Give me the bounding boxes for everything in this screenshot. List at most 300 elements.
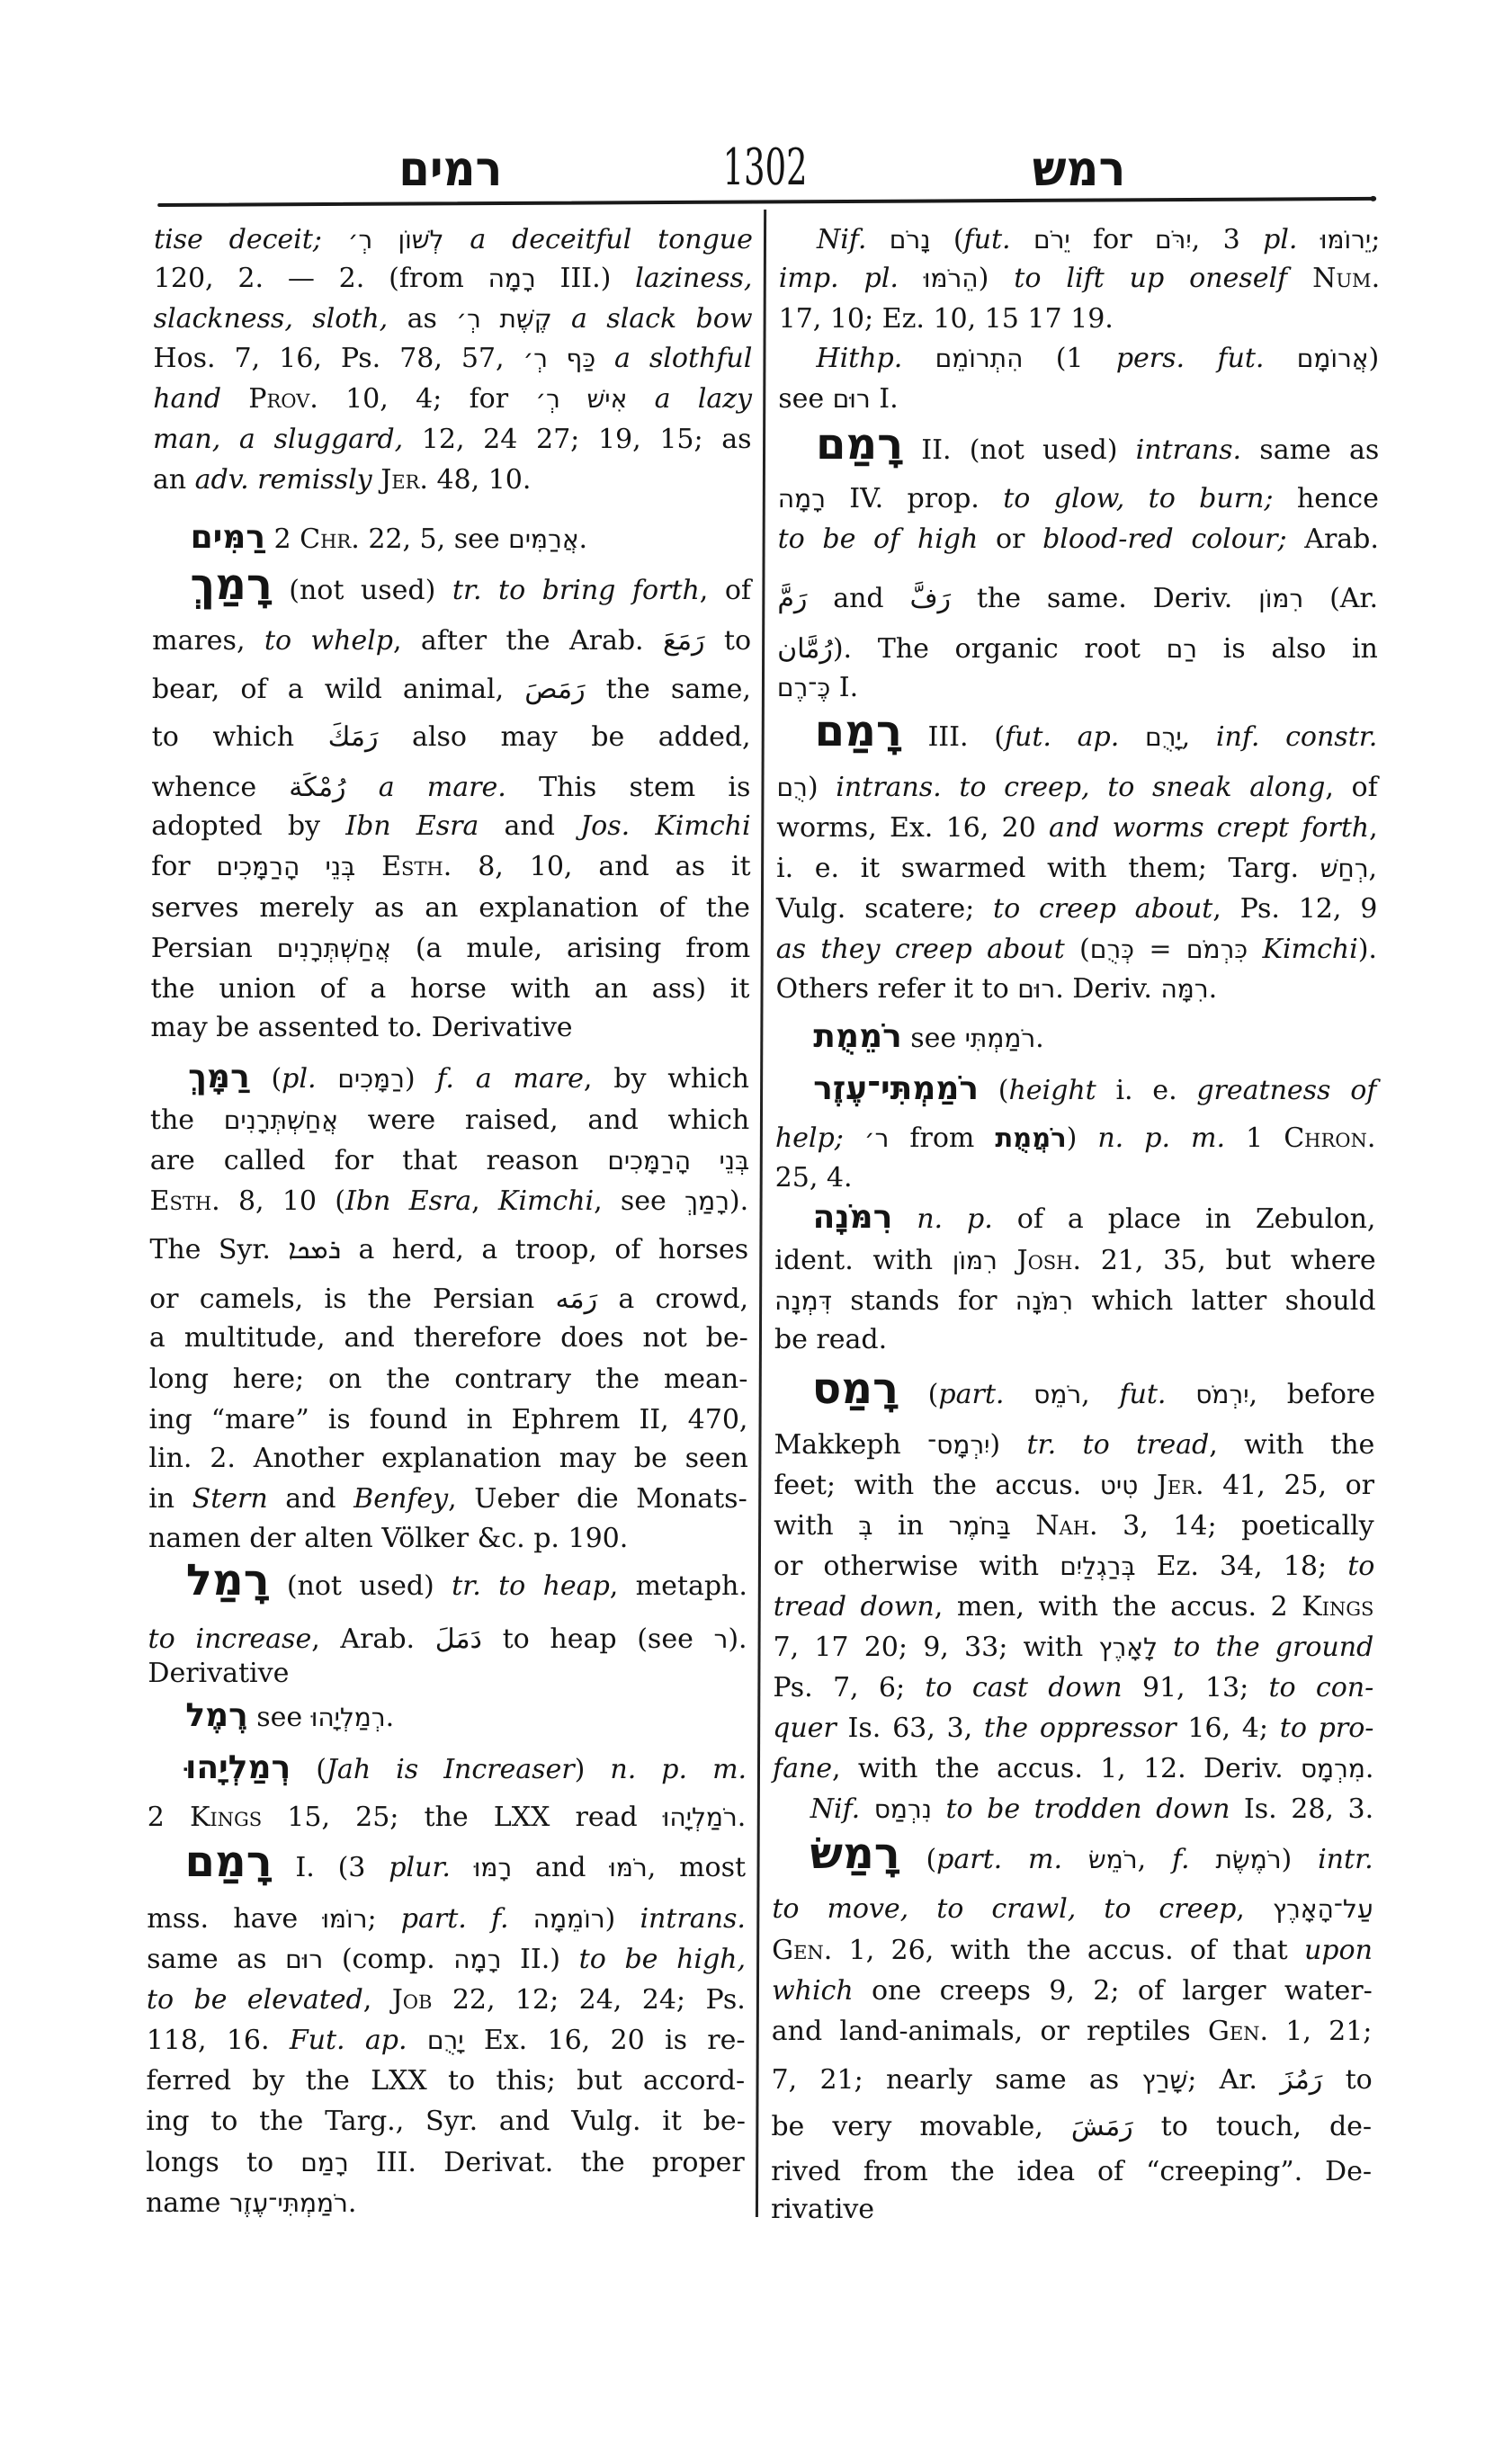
text-run: Vulg. scatere; xyxy=(775,893,994,925)
hebrew-word: דִּמְנָה xyxy=(774,1286,833,1316)
text-run: a crowd, xyxy=(597,1283,749,1315)
italic-run: height xyxy=(1008,1075,1096,1106)
line-content xyxy=(152,670,751,710)
hebrew-word: רוֹמּוּ xyxy=(322,1904,368,1934)
text-run xyxy=(1190,1844,1216,1875)
text-run: 12, 24 27; 19, 15; as xyxy=(403,424,752,455)
hebrew-word: יִרְמָס־ xyxy=(927,1430,990,1460)
italic-run: laziness, xyxy=(635,263,753,294)
text-line xyxy=(772,2012,1373,2052)
text-line xyxy=(149,1280,748,1319)
italic-run: to pro- xyxy=(1279,1712,1374,1744)
text-line xyxy=(150,1141,749,1181)
hebrew-word: רֹמַלְיָהוּ xyxy=(662,1802,738,1832)
italic-run: f. xyxy=(1171,1844,1190,1875)
text-run: or camels, is the Persian xyxy=(149,1283,556,1315)
hebrew-word: מִרְמָס xyxy=(1300,1754,1365,1784)
hebrew-root-headword: רָמַשׂ xyxy=(810,1829,900,1879)
small-caps-ref: Prov. xyxy=(248,383,318,415)
italic-run: to be of high xyxy=(777,523,979,555)
italic-run: n. p. m. xyxy=(1097,1122,1226,1154)
text-run xyxy=(407,2025,426,2056)
italic-run: imp. pl. xyxy=(778,263,899,294)
text-run: ferred by the LXX to this; but accord- xyxy=(146,2065,746,2097)
text-run: bear, of a wild animal, xyxy=(151,674,525,705)
hebrew-word: רָמָה xyxy=(488,264,536,293)
hebrew-word: יִרֹּם xyxy=(1154,225,1192,255)
text-line xyxy=(151,807,750,846)
text-run xyxy=(1264,343,1296,374)
text-run: lin. 2. Another explanation may be seen xyxy=(148,1443,748,1474)
text-run: Persian xyxy=(150,933,277,964)
hebrew-word: רְמַלְיָהוּ xyxy=(310,1703,386,1732)
small-caps-ref: Gen. xyxy=(1207,2016,1269,2047)
italic-run: to the ground xyxy=(1173,1632,1374,1663)
italic-run: Jah is Increaser xyxy=(326,1754,575,1785)
text-run: ( xyxy=(249,1063,282,1095)
italic-run: Benfey xyxy=(353,1483,449,1515)
small-caps-ref: Esth. xyxy=(149,1185,220,1217)
text-run: also may be added, xyxy=(378,721,751,753)
italic-run: intr. xyxy=(1318,1844,1373,1875)
text-run xyxy=(1011,1510,1036,1542)
text-run xyxy=(1119,721,1145,753)
hebrew-word: יָרֻם xyxy=(426,2025,464,2055)
text-run: for xyxy=(151,851,217,882)
small-caps-ref: Josh. xyxy=(1016,1245,1082,1276)
text-run: the union of a horse with an ass) it xyxy=(150,973,750,1005)
text-run: or xyxy=(978,523,1043,555)
text-run: and xyxy=(479,810,581,842)
text-run: ). The organic root xyxy=(832,633,1167,665)
arabic-word: رُمْكَة xyxy=(289,772,346,803)
small-caps-ref: Nah. xyxy=(1035,1510,1098,1542)
arabic-word: رَمُزَ xyxy=(1280,2064,1323,2096)
line-content xyxy=(191,520,588,559)
text-run: ( xyxy=(291,1754,327,1785)
italic-run: to xyxy=(1347,1551,1375,1582)
italic-run: to be high, xyxy=(578,1944,747,1975)
italic-run: a slack bow xyxy=(570,303,753,335)
hebrew-root-headword: רָמַם xyxy=(814,706,902,756)
guide-word-left-text: רמים xyxy=(398,140,504,197)
italic-run: to increase xyxy=(148,1623,312,1655)
line-content xyxy=(154,259,753,299)
text-run: see xyxy=(901,1023,965,1054)
hebrew-word: יֵרוֹמּוּ xyxy=(1320,225,1372,255)
text-line xyxy=(813,1071,1376,1111)
text-run xyxy=(932,1793,946,1825)
text-line xyxy=(188,1060,749,1099)
text-run: 8, 10, and as it xyxy=(452,851,751,882)
line-content xyxy=(151,847,751,887)
line-content xyxy=(772,1972,1373,2011)
text-run: ) xyxy=(807,772,837,803)
line-content xyxy=(771,2107,1372,2147)
hebrew-entry-headword: רִמֹּנָה xyxy=(812,1199,893,1236)
page-number-text: 1302 xyxy=(722,139,808,197)
hebrew-word: שָׁרַץ xyxy=(1141,2065,1188,2095)
text-line xyxy=(816,339,1379,379)
text-line xyxy=(810,1790,1373,1829)
line-content xyxy=(148,1439,748,1479)
text-line xyxy=(776,930,1377,970)
italic-run: upon xyxy=(1303,1935,1373,1966)
italic-run: Hithp. xyxy=(816,343,903,374)
text-run xyxy=(1158,1632,1173,1663)
text-run: see xyxy=(778,383,833,415)
italic-run: pl. xyxy=(282,1063,317,1095)
text-line xyxy=(773,1749,1373,1789)
text-line xyxy=(810,1829,1373,1880)
text-run: , xyxy=(471,1185,499,1217)
text-run: were raised, and which xyxy=(337,1104,750,1136)
text-run: to touch, de- xyxy=(1132,2111,1373,2142)
small-caps-ref: Job xyxy=(391,1984,433,2016)
text-run: , xyxy=(1369,812,1378,844)
text-line xyxy=(774,1282,1375,1321)
text-run: I. xyxy=(870,383,899,415)
line-content xyxy=(148,1480,747,1519)
text-run: mares, xyxy=(152,625,265,657)
text-run: Derivative xyxy=(148,1658,290,1689)
italic-run: to be trodden down xyxy=(945,1793,1230,1825)
text-line xyxy=(774,1547,1374,1587)
line-content xyxy=(150,1141,750,1181)
text-line xyxy=(150,970,749,1009)
text-run: , xyxy=(1181,721,1217,753)
text-run: , men, with the accus. 2 xyxy=(934,1591,1302,1623)
hebrew-word: כֶּ־רֶם xyxy=(776,673,831,702)
text-run: (not used) xyxy=(272,575,452,606)
line-content xyxy=(817,220,1381,260)
text-run: Hos. 7, 16, Ps. 78, 57, xyxy=(153,343,523,374)
text-run: 17, 10; Ez. 10, 15 17 19. xyxy=(778,303,1114,335)
text-run xyxy=(1138,1470,1157,1501)
text-line xyxy=(774,1507,1374,1546)
text-run: . xyxy=(385,1702,395,1733)
text-run: 1 xyxy=(1224,1122,1284,1154)
line-content xyxy=(777,579,1378,619)
text-run: 22, 5, see xyxy=(359,523,509,555)
italic-run: fut. xyxy=(963,224,1011,255)
text-run: ) xyxy=(1281,1844,1319,1875)
italic-run: which xyxy=(771,1975,854,2007)
text-run: 91, 13; xyxy=(1122,1672,1269,1703)
hebrew-word: ר xyxy=(713,1624,729,1654)
italic-run: blood-red colour; xyxy=(1042,523,1287,555)
italic-run: pl. xyxy=(1263,224,1298,255)
text-run: stands for xyxy=(831,1285,1015,1317)
text-line xyxy=(152,670,751,710)
text-run: ). xyxy=(728,1623,747,1655)
text-run: for xyxy=(1069,224,1156,255)
text-line xyxy=(772,1931,1373,1971)
italic-run: intrans. to creep, to sneak along xyxy=(836,772,1326,803)
hebrew-entry-headword: רֹמַמְתִּי־עֶזֶר xyxy=(813,1070,980,1107)
hebrew-root-headword: רָמַם xyxy=(184,1837,273,1887)
text-run: = xyxy=(1133,934,1187,965)
italic-run: part. f. xyxy=(400,1903,509,1935)
text-run: the xyxy=(149,1104,224,1136)
text-line xyxy=(154,259,753,299)
hebrew-entry-headword: רֹמֵמֻת xyxy=(813,1018,902,1055)
italic-run: slackness, sloth, xyxy=(153,303,407,335)
text-run xyxy=(892,1203,917,1235)
line-content xyxy=(774,1507,1374,1546)
text-line xyxy=(779,300,1380,339)
text-line xyxy=(148,1480,747,1519)
line-content xyxy=(775,1158,853,1198)
text-line xyxy=(771,2190,1372,2230)
text-run xyxy=(860,1793,874,1825)
text-run: to which xyxy=(151,721,328,753)
hebrew-entry-headword: רַמָּךְ xyxy=(188,1059,250,1095)
italic-run: tr. to tread xyxy=(1026,1429,1210,1461)
hebrew-word: רֹמֵשׂ xyxy=(1087,1845,1138,1874)
text-line xyxy=(774,1466,1374,1506)
line-content xyxy=(771,2152,1372,2192)
italic-run: hand xyxy=(153,383,249,415)
text-run: . xyxy=(1364,1753,1374,1784)
text-run: Is. 28, 3. xyxy=(1230,1793,1374,1825)
text-run: 2 xyxy=(264,523,300,555)
text-run: 1, 26, with the accus. of that xyxy=(832,1935,1305,1966)
text-run xyxy=(627,383,654,415)
italic-run: fane xyxy=(772,1753,833,1784)
italic-run: Stern xyxy=(192,1483,268,1515)
text-line xyxy=(776,809,1377,848)
text-line xyxy=(152,621,751,661)
text-run: ). xyxy=(1357,934,1378,965)
text-run xyxy=(1062,1844,1088,1875)
line-content xyxy=(773,1628,1373,1668)
italic-run: part. m. xyxy=(936,1844,1063,1875)
text-run: . Deriv. xyxy=(1055,973,1161,1005)
line-content xyxy=(775,1119,1376,1158)
line-content xyxy=(812,1200,1375,1239)
text-run: hence xyxy=(1273,483,1379,514)
line-content xyxy=(149,1319,748,1358)
text-run: ident. with xyxy=(774,1245,953,1276)
italic-run: to glow, to burn; xyxy=(1003,483,1274,514)
line-content xyxy=(146,2102,746,2142)
italic-run: Ibn Esra xyxy=(344,1185,472,1217)
text-line xyxy=(146,2102,745,2142)
italic-run: Kimchi xyxy=(1262,934,1358,965)
hebrew-word: יִרְמֹס xyxy=(1195,1380,1249,1409)
text-line xyxy=(154,300,753,339)
line-content xyxy=(772,1890,1373,1929)
line-content xyxy=(153,420,752,460)
text-line xyxy=(774,1426,1374,1465)
hebrew-word: רָמָה xyxy=(777,484,827,514)
line-content xyxy=(151,889,750,928)
text-run: longs to xyxy=(146,2147,301,2178)
line-content xyxy=(151,768,750,808)
line-content xyxy=(153,380,752,419)
hebrew-word: אֲחַשְׁתְּרָנִים xyxy=(223,1105,339,1135)
hebrew-word-bold: רֹמֲמֻת xyxy=(995,1122,1067,1153)
line-content xyxy=(813,1071,1376,1111)
hebrew-word: בְּ xyxy=(858,1511,873,1541)
text-run: II. (not used) xyxy=(903,434,1136,466)
italic-run: to con- xyxy=(1268,1672,1374,1703)
text-line xyxy=(146,2061,745,2101)
text-run: , after the Arab. xyxy=(392,625,664,657)
text-run: and xyxy=(807,583,910,614)
text-line xyxy=(776,768,1377,808)
line-content xyxy=(776,930,1377,970)
line-content xyxy=(779,259,1381,299)
text-run: which latter should xyxy=(1073,1285,1376,1317)
line-content xyxy=(148,1798,747,1838)
text-run: III. ( xyxy=(901,721,1006,753)
small-caps-ref: Kings xyxy=(1302,1591,1374,1623)
text-line xyxy=(153,380,752,419)
text-run: name xyxy=(145,2187,230,2219)
italic-run: a mare. xyxy=(378,772,506,803)
hebrew-word: רֹמַמְתִּי xyxy=(964,1024,1036,1053)
italic-run: intrans. xyxy=(1135,434,1242,466)
text-line xyxy=(190,559,752,611)
line-content xyxy=(778,479,1379,519)
text-run: , Ueber die Monats- xyxy=(448,1483,747,1515)
hebrew-word: אִישׁ רְ׳ xyxy=(535,384,628,414)
italic-run: Kimchi xyxy=(497,1185,595,1217)
text-run: ) xyxy=(404,1063,437,1095)
guide-word-right-text: רמש xyxy=(1032,140,1126,197)
line-content xyxy=(777,630,1378,669)
text-run: (not used) xyxy=(269,1570,452,1602)
line-content xyxy=(188,1060,749,1099)
text-line xyxy=(773,1668,1373,1708)
text-line xyxy=(146,2184,745,2223)
arabic-word: رَفَّ xyxy=(909,583,952,614)
line-content xyxy=(810,1829,1373,1880)
text-line xyxy=(775,1119,1376,1158)
text-line xyxy=(148,1439,747,1479)
hebrew-entry-headword: רֶמֶל xyxy=(185,1697,248,1734)
line-content xyxy=(772,2012,1373,2052)
text-line xyxy=(771,2107,1372,2147)
text-run: This stem is xyxy=(505,772,751,803)
italic-run: Ibn Esra xyxy=(345,810,479,842)
text-run: to xyxy=(704,625,752,657)
italic-run: fut. ap. xyxy=(1004,721,1120,753)
text-line xyxy=(817,220,1380,260)
text-line xyxy=(152,718,751,757)
line-content xyxy=(777,668,858,708)
text-run: IV. prop. xyxy=(825,483,1004,514)
hebrew-word: כַּף רְ׳ xyxy=(523,344,596,373)
text-line xyxy=(185,1698,747,1738)
hebrew-word: רַם xyxy=(1166,634,1198,664)
text-run: namen der alten Völker &c. p. 190. xyxy=(148,1523,629,1554)
text-run: 120, 2. — 2. (from xyxy=(153,263,488,294)
line-content xyxy=(774,1587,1374,1627)
text-run: ; Ar. xyxy=(1187,2064,1281,2096)
text-run: 8, 10 ( xyxy=(219,1185,346,1217)
line-content xyxy=(772,1931,1373,1971)
hebrew-word: רֹמּוּ xyxy=(609,1853,648,1882)
text-line xyxy=(812,1200,1375,1239)
arabic-word: رُمَّان xyxy=(777,633,833,665)
line-content xyxy=(152,621,751,661)
hebrew-root-headword: רָמַם xyxy=(815,419,904,469)
hebrew-word: רֻם xyxy=(776,773,808,802)
line-content xyxy=(149,1280,748,1319)
text-run: . xyxy=(578,523,588,555)
text-run: , xyxy=(1081,1379,1120,1410)
hebrew-word: ר׳ xyxy=(863,1123,890,1153)
text-run: are called for that reason xyxy=(149,1145,608,1176)
hebrew-word: אֲרַמִּים xyxy=(508,524,579,554)
line-content xyxy=(816,339,1379,379)
text-run: 7, 17 20; 9, 33; with xyxy=(773,1632,1099,1663)
line-content xyxy=(146,2061,745,2101)
text-run: to heap (see xyxy=(481,1623,714,1655)
hebrew-word: לָאָרֶץ xyxy=(1098,1632,1159,1662)
italic-run: man, a sluggard, xyxy=(153,424,404,455)
text-run: ing to the Targ., Syr. and Vulg. it be- xyxy=(146,2106,746,2137)
line-content xyxy=(776,849,1377,889)
line-content xyxy=(147,1981,746,2020)
italic-run: tread down xyxy=(773,1591,935,1623)
text-run xyxy=(902,343,935,374)
text-run xyxy=(372,464,381,496)
text-run: 118, 16. xyxy=(146,2025,290,2056)
text-run: ) xyxy=(574,1754,611,1785)
hebrew-word: קֶשֶׁת רְ׳ xyxy=(456,304,552,334)
text-line xyxy=(149,1400,748,1440)
text-run: see xyxy=(247,1702,311,1733)
italic-run: adv. remissly xyxy=(194,464,372,496)
text-run: the same, xyxy=(585,674,752,705)
line-content xyxy=(774,1426,1374,1465)
italic-run: greatness of xyxy=(1196,1075,1377,1106)
line-content xyxy=(774,1547,1375,1587)
text-line xyxy=(811,1364,1376,1415)
text-run xyxy=(1166,1379,1195,1410)
text-run: whence xyxy=(151,772,290,803)
text-line xyxy=(151,847,750,887)
italic-run: n. p. m. xyxy=(610,1754,747,1785)
column-divider xyxy=(756,210,766,2217)
text-run xyxy=(509,1903,533,1935)
text-run: be very movable, xyxy=(771,2111,1071,2142)
text-run: ( xyxy=(899,1844,937,1875)
line-content xyxy=(147,2021,746,2061)
italic-run: tr. to bring forth xyxy=(452,575,700,606)
text-line xyxy=(779,259,1380,299)
text-run: ) xyxy=(1066,1122,1098,1154)
text-line xyxy=(147,2021,746,2061)
hebrew-entry-headword: רַמִּים xyxy=(190,519,266,556)
arabic-word: رَمَشَ xyxy=(1070,2111,1133,2142)
text-line xyxy=(148,1654,747,1694)
line-content xyxy=(150,1182,749,1221)
italic-run: f. a mare xyxy=(436,1063,585,1095)
text-run: 21, 35, but where xyxy=(1081,1245,1376,1276)
text-line xyxy=(778,479,1379,519)
text-line xyxy=(814,706,1378,757)
text-line xyxy=(147,1981,746,2020)
text-run: ). xyxy=(729,1185,749,1217)
text-line xyxy=(815,419,1380,470)
italic-run: to whelp xyxy=(264,625,394,657)
text-run: 48, 10. xyxy=(427,464,532,496)
